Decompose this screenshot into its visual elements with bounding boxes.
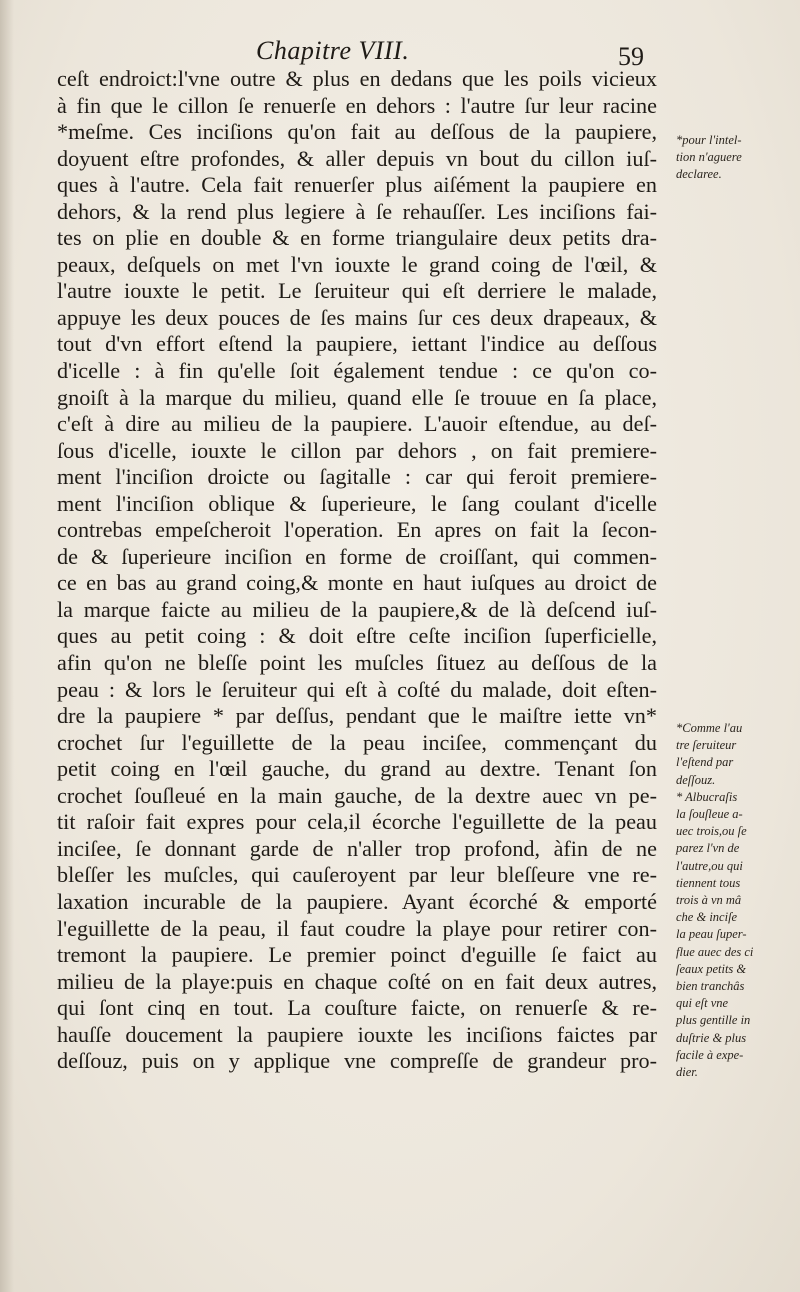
text-line: c'eſt à dire au milieu de la paupiere. L'auoir eſtendue, au deſ-: [57, 411, 657, 437]
text-line: d'icelle : à fin qu'elle ſoit également tendue : ce qu'on co-: [57, 358, 657, 384]
text-line: milieu de la playe:puis en chaque coſté on en fait deux autres,: [57, 968, 657, 994]
main-text-block: [57, 66, 657, 1075]
text-line: afin qu'on ne bleſſe point les muſcles ſituez au deſſous de la: [57, 650, 657, 676]
page-number: 59: [618, 42, 644, 71]
marginal-note-line: tiennent tous: [676, 875, 741, 890]
marginal-note-line: qui eſt vne: [676, 996, 729, 1011]
text-line: tes on plie en double & en forme triangulaire deux petits dra-: [57, 225, 657, 251]
marginal-note-line: tion n'aguere: [676, 150, 742, 165]
marginal-note-line: parez l'vn de: [676, 841, 740, 856]
text-line: contrebas empeſcheroit l'operation. En apres on fait la ſecon-: [57, 517, 657, 543]
text-line: doyuent eſtre profondes, & aller depuis vn bout du cillon iuſ-: [57, 145, 657, 171]
binding-shadow: [0, 0, 14, 1292]
text-line: tremont la paupiere. Le premier poinct d'eguille ſe faict au: [57, 942, 657, 968]
text-line: *meſme. Ces inciſions qu'on fait au deſſous de la paupiere,: [57, 119, 657, 145]
text-line: ques au petit coing : & doit eſtre ceſte inciſion ſuperficielle,: [57, 623, 657, 649]
marginal-note-line: flue auec des ci: [676, 944, 754, 959]
text-line: petit coing en l'œil gauche, du grand au dextre. Tenant ſon: [57, 756, 657, 782]
text-line: ce en bas au grand coing,& monte en haut iuſques au droict de: [57, 570, 657, 596]
marginal-note-line: l'autre,ou qui: [676, 858, 743, 873]
marginal-note-line: che & inciſe: [676, 910, 738, 925]
text-line: appuye les deux pouces de ſes mains ſur ces deux drapeaux, &: [57, 304, 657, 330]
text-line: qui ſont cinq en tout. La couſture faicte, on renuerſe & re-: [57, 995, 657, 1021]
text-line: à fin que le cillon ſe renuerſe en dehors : l'autre ſur leur racine: [57, 92, 657, 118]
text-line: hauſſe doucement la paupiere iouxte les inciſions faictes par: [57, 1021, 657, 1047]
text-line: ſous d'icelle, iouxte le cillon par dehors , on fait premiere-: [57, 437, 657, 463]
text-line: bleſſer les muſcles, qui cauſeroyent par leur bleſſeure vne re-: [57, 862, 657, 888]
text-line: crochet ſouſleué en la main gauche, de la dextre auec vn pe-: [57, 782, 657, 808]
text-line: ceſt endroict:l'vne outre & plus en dedans que les poils vicieux: [57, 66, 657, 91]
marginal-note-line: facile à expe-: [676, 1047, 744, 1062]
marginal-note-line: dier.: [676, 1065, 698, 1080]
marginal-note-line: ſeaux petits &: [676, 961, 747, 976]
text-line: ment l'inciſion oblique & ſuperieure, le ſang coulant d'icelle: [57, 490, 657, 516]
text-line: de & ſuperieure inciſion en forme de croiſſant, qui commen-: [57, 543, 657, 569]
text-line: dehors, & la rend plus legiere à ſe rehauſſer. Les inciſions fai-: [57, 198, 657, 224]
text-line: tout d'vn effort eſtend la paupiere, iettant l'indice au deſſous: [57, 331, 657, 357]
text-line: gnoiſt à la marque du milieu, quand elle ſe trouue en ſa place,: [57, 384, 657, 410]
text-line: dre la paupiere * par deſſus, pendant que le maiſtre iette vn*: [57, 703, 657, 729]
marginal-note-line: la ſouſleue a-: [676, 807, 743, 822]
marginal-note-bottom: [676, 720, 794, 1081]
marginal-note-line: bien tranchâs: [676, 979, 745, 994]
running-head: Chapitre VIII.: [256, 36, 410, 65]
marginal-note-line: uec trois,ou ſe: [676, 824, 747, 839]
text-line: inciſee, ſe donnant garde de n'aller trop profond, àfin de ne: [57, 835, 657, 861]
marginal-note-line: tre ſeruiteur: [676, 738, 737, 753]
marginal-note-line: plus gentille in: [676, 1013, 751, 1028]
marginal-note-line: duſtrie & plus: [676, 1030, 747, 1045]
marginal-note-line: deſſouz.: [676, 772, 716, 787]
marginal-note-line: *Comme l'au: [676, 721, 743, 735]
text-line: laxation incurable de la paupiere. Ayant écorché & emporté: [57, 888, 657, 914]
text-line: la marque faicte au milieu de la paupiere,& de là deſcend iuſ-: [57, 596, 657, 622]
marginal-note-top: [676, 132, 794, 184]
text-line: deſſouz, puis on y applique vne compreſſe de grandeur pro-: [57, 1048, 657, 1074]
marginal-note-line: l'eſtend par: [676, 755, 734, 770]
marginal-note-line: la peau ſuper-: [676, 927, 747, 942]
text-line: peau : & lors le ſeruiteur qui eſt à coſté du malade, doit eſten-: [57, 676, 657, 702]
marginal-note-line: trois à vn mâ: [676, 893, 742, 908]
text-line: ment l'inciſion droicte ou ſagitalle : car qui feroit premiere-: [57, 464, 657, 490]
text-line: peaux, deſquels on met l'vn iouxte le grand coing de l'œil, &: [57, 251, 657, 277]
text-line: crochet ſur l'eguillette de la peau inciſee, commençant du: [57, 729, 657, 755]
marginal-note-line: * Albucraſis: [676, 789, 738, 804]
text-line: l'autre iouxte le petit. Le ſeruiteur qui eſt derriere le malade,: [57, 278, 657, 304]
marginal-note-line: declaree.: [676, 167, 722, 182]
marginal-note-line: *pour l'intel-: [676, 133, 742, 147]
text-line: l'eguillette de la peau, il faut coudre la playe pour retirer con-: [57, 915, 657, 941]
text-line: ques à l'autre. Cela fait renuerſer plus aiſément la paupiere en: [57, 172, 657, 198]
text-line: tit raſoir fait expres pour cela,il écorche l'eguillette de la peau: [57, 809, 657, 835]
